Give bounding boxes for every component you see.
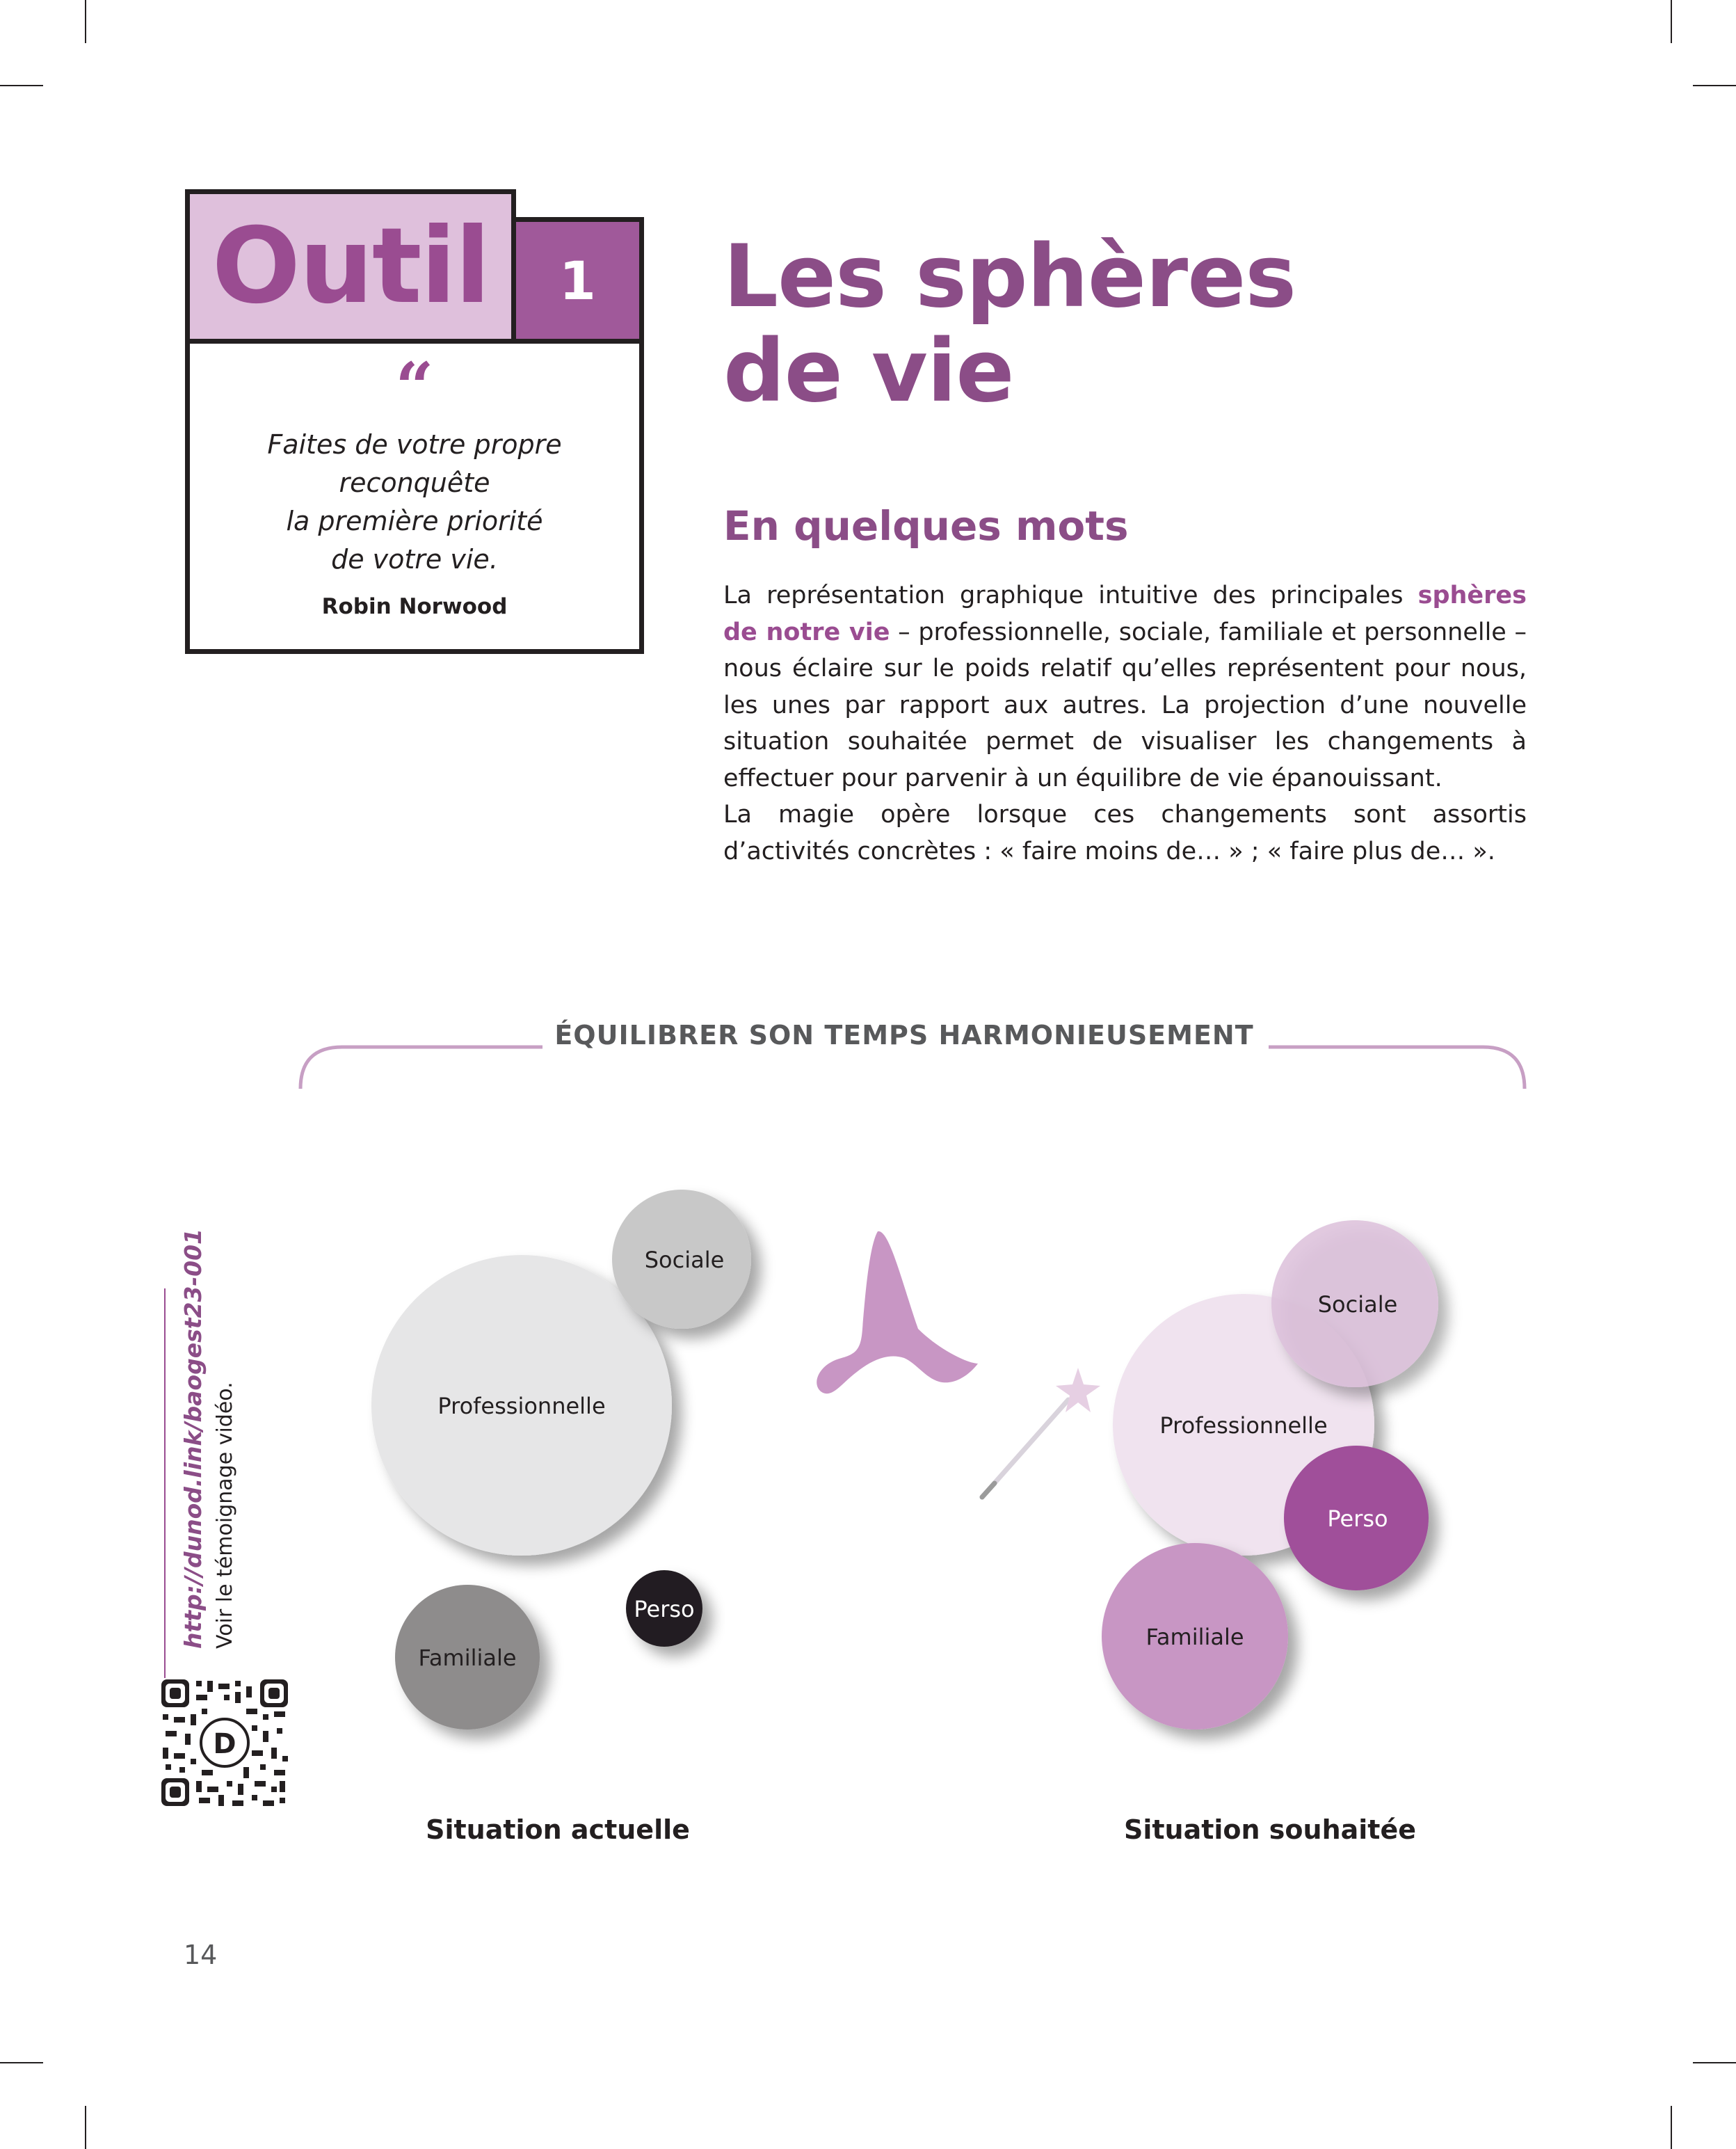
quote-author: Robin Norwood xyxy=(321,594,508,619)
side-divider xyxy=(164,1288,166,1678)
sphere-label: Professionnelle xyxy=(437,1393,606,1419)
quote-line: reconquête xyxy=(339,468,490,498)
sphere-label: Familiale xyxy=(418,1645,517,1671)
intro-text: La représentation graphique intuitive des principales xyxy=(723,582,1418,609)
section-subtitle: En quelques mots xyxy=(723,502,1129,550)
page-number: 14 xyxy=(184,1940,218,1970)
video-link-url[interactable]: http://dunod.link/baogest23-001 xyxy=(179,1228,207,1649)
intro-text: – professionnelle, sociale, familiale et personnelle – nous éclaire sur le poids relatif qu’elles représentent pour nous, les unes par rapport aux autres. La projection d’une nouvelle situation souhaitée permet de visualiser les changements à effectuer pour parvenir à un équilibre de vie épanouissant. xyxy=(723,618,1527,792)
caption-desired: Situation souhaitée xyxy=(1123,1814,1417,1845)
sphere-label: Sociale xyxy=(1317,1291,1398,1318)
bracket-right-line xyxy=(1269,1047,1525,1089)
magic-wand-icon xyxy=(982,1368,1100,1497)
quote-line: la première priorité xyxy=(286,506,543,536)
tool-number: 1 xyxy=(516,217,644,344)
current-situation-spheres xyxy=(371,1190,751,1729)
quote-line: Faites de votre propre xyxy=(267,429,562,460)
caption-current: Situation actuelle xyxy=(426,1814,690,1845)
sphere-label: Perso xyxy=(1327,1505,1388,1532)
desired-situation-spheres xyxy=(1102,1220,1438,1729)
page-title-line: Les sphères xyxy=(723,227,1296,327)
crop-mark xyxy=(1671,2106,1672,2149)
video-link[interactable] xyxy=(179,1229,207,1649)
page-title-line: de vie xyxy=(723,321,1014,422)
section-title: ÉQUILIBRER SON TEMPS HARMONIEUSEMENT xyxy=(554,1020,1254,1050)
sphere-label: Professionnelle xyxy=(1159,1412,1328,1439)
quote-line: de votre vie. xyxy=(331,544,498,575)
crop-mark xyxy=(85,2106,86,2149)
qr-logo: D xyxy=(213,1728,236,1760)
bracket-left-line xyxy=(300,1047,542,1089)
video-caption: Voir le témoignage vidéo. xyxy=(213,1382,237,1649)
witch-hat-icon xyxy=(817,1231,978,1393)
intro-highlight: sphères de notre vie xyxy=(723,582,1527,646)
sphere-label: Perso xyxy=(634,1596,695,1622)
sphere-label: Sociale xyxy=(644,1247,725,1273)
tool-label: Outil xyxy=(185,189,516,344)
qr-code-icon[interactable] xyxy=(160,1678,289,1807)
intro-text: La magie opère lorsque ces changements sont assortis d’activités concrètes : « faire moins de… » ; « faire plus de… ». xyxy=(723,801,1527,865)
sphere-label: Familiale xyxy=(1146,1624,1244,1650)
quote-mark-icon: “ xyxy=(395,348,434,426)
crop-mark xyxy=(0,2062,43,2063)
spheres-diagram xyxy=(0,1141,1736,1767)
crop-mark xyxy=(1693,2062,1736,2063)
